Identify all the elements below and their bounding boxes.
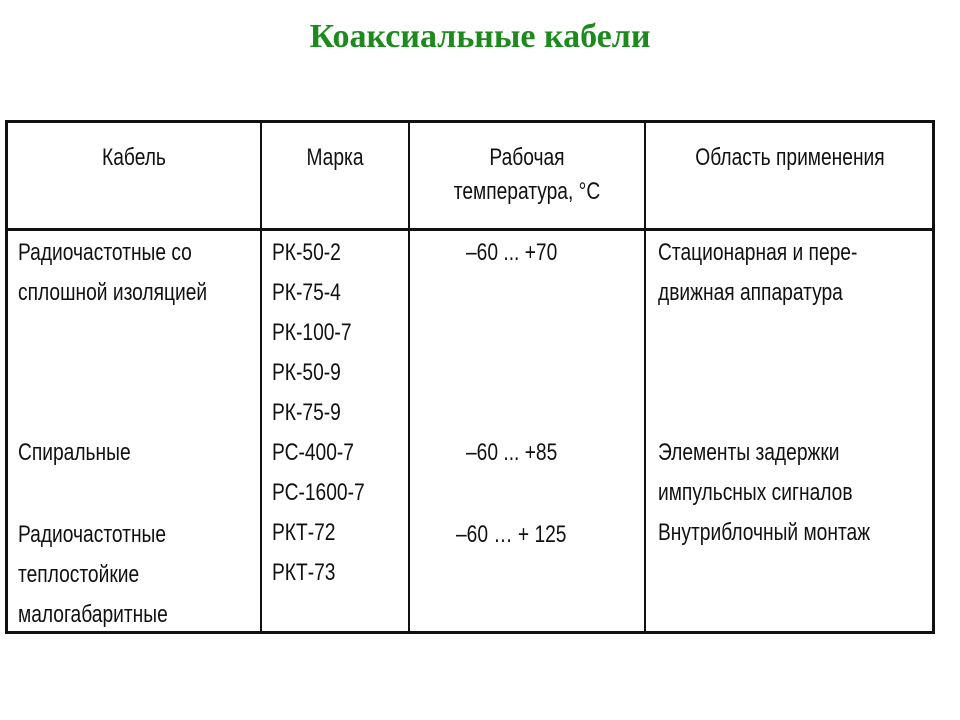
area-line: Элементы задержки	[658, 439, 840, 466]
temperature-value: –60 ... +85	[466, 439, 558, 466]
cable-type-line: сплошной изоляцией	[18, 279, 208, 306]
mark-item: РКТ-72	[272, 519, 336, 546]
cable-type-line: малогабаритные	[18, 601, 168, 628]
mark-item: РКТ-73	[272, 559, 336, 586]
mark-item: РС-1600-7	[272, 479, 365, 506]
header-cable	[33, 141, 235, 175]
cable-type-line: Спиральные	[18, 439, 131, 466]
page-title: Коаксиальные кабели	[309, 18, 651, 55]
mark-item: РК-100-7	[272, 319, 352, 346]
area-line: Внутриблочный монтаж	[658, 519, 871, 546]
header-mark-label: Марка	[306, 144, 364, 171]
temperature-cell	[466, 233, 557, 273]
cable-type-column	[18, 233, 207, 313]
mark-item: РС-400-7	[272, 439, 354, 466]
area-line: Стационарная и пере-	[658, 239, 858, 266]
temperature-value: –60 … + 125	[456, 521, 567, 548]
temperature-cell	[456, 515, 566, 555]
header-cable-label: Кабель	[102, 144, 166, 171]
column-divider	[644, 123, 646, 631]
header-temperature-line2: температура, °С	[453, 178, 601, 205]
header-area-label: Область применения	[695, 144, 885, 171]
mark-item: РК-50-2	[272, 239, 341, 266]
header-area	[675, 141, 905, 175]
cable-type-line: теплостойкие	[18, 561, 140, 588]
header-mark	[277, 141, 394, 175]
header-temperature	[433, 141, 620, 209]
header-divider	[8, 228, 932, 231]
mark-item: РК-75-4	[272, 279, 341, 306]
temperature-value: –60 ... +70	[466, 239, 558, 266]
cable-type-column	[18, 515, 168, 635]
area-line: движная аппаратура	[658, 279, 843, 306]
cable-type-line: Радиочастотные со	[18, 239, 192, 266]
mark-item: РК-75-9	[272, 399, 341, 426]
header-temperature-line1: Рабочая	[489, 144, 565, 171]
column-divider	[260, 123, 262, 631]
mark-item: РК-50-9	[272, 359, 341, 386]
area-cell	[658, 433, 870, 553]
column-divider	[408, 123, 410, 631]
mark-column	[272, 233, 365, 593]
area-line: импульсных сигналов	[658, 479, 853, 506]
cable-type-line: Радиочастотные	[18, 521, 167, 548]
cables-table	[5, 120, 935, 634]
cable-type-column	[18, 433, 131, 473]
area-cell	[658, 233, 857, 313]
temperature-cell	[466, 433, 557, 473]
